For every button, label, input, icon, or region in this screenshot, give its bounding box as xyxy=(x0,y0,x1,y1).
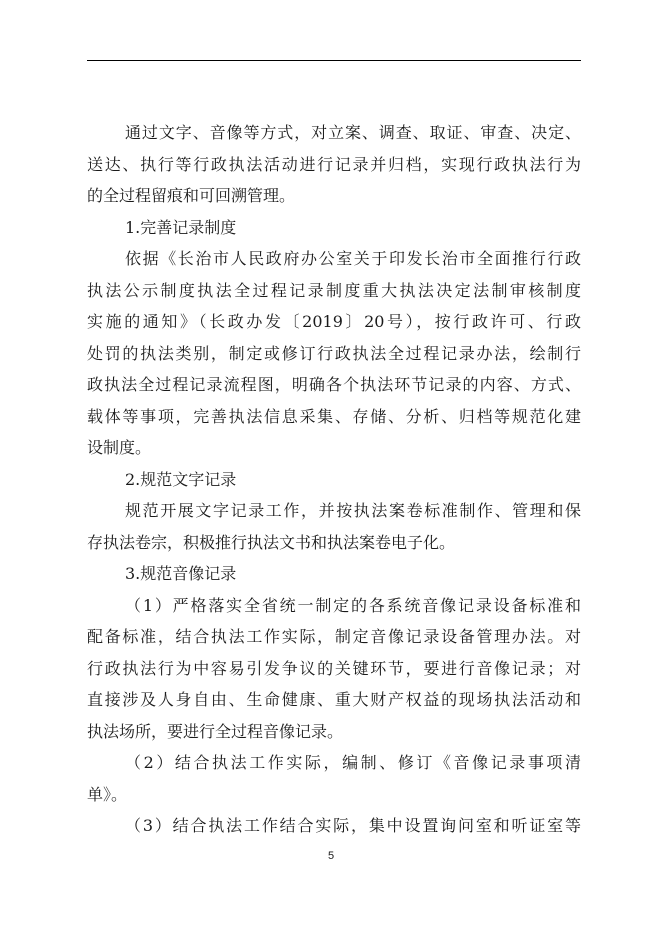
text-line: 配备标准，结合执法工作实际，制定音像记录设备管理办法。对 xyxy=(87,627,581,646)
text-line: （1）严格落实全省统一制定的各系统音像记录设备标准和 xyxy=(125,595,581,615)
text-line: 单》。 xyxy=(87,784,128,804)
page-number: 5 xyxy=(327,850,335,862)
text-line: 直接涉及人身自由、生命健康、重大财产权益的现场执法活动和 xyxy=(87,690,581,709)
text-line: 处罚的执法类别，制定或修订行政执法全过程记录办法，绘制行 xyxy=(87,343,581,363)
document-body xyxy=(87,117,581,842)
text-line: （3）结合执法工作结合实际，集中设置询问室和听证室等 xyxy=(125,816,581,835)
section-heading: 3.规范音像记录 xyxy=(125,564,237,583)
text-line: （2）结合执法工作实际，编制、修订《音像记录事项清 xyxy=(125,753,581,772)
section-heading: 2.规范文字记录 xyxy=(125,469,237,489)
text-line: 执法场所，要进行全过程音像记录。 xyxy=(87,721,344,741)
text-line: 执法公示制度执法全过程记录制度重大执法决定法制审核制度 xyxy=(87,280,581,300)
text-line: 实施的通知》（长政办发〔2019〕20号），按行政许可、行政 xyxy=(87,312,581,331)
header-rule xyxy=(87,60,581,61)
text-line: 行政执法行为中容易引发争议的关键环节，要进行音像记录；对 xyxy=(87,658,581,678)
text-line: 依据《长治市人民政府办公室关于印发长治市全面推行行政 xyxy=(125,249,581,268)
text-line: 设制度。 xyxy=(87,438,152,457)
text-line: 载体等事项，完善执法信息采集、存储、分析、归档等规范化建 xyxy=(87,406,581,426)
text-line: 的全过程留痕和可回溯管理。 xyxy=(87,186,296,205)
text-line: 规范开展文字记录工作，并按执法案卷标准制作、管理和保 xyxy=(125,501,581,520)
text-line: 存执法卷宗，积极推行执法文书和执法案卷电子化。 xyxy=(87,532,456,552)
text-line: 通过文字、音像等方式，对立案、调查、取证、审查、决定、 xyxy=(125,123,581,142)
section-heading: 1.完善记录制度 xyxy=(125,217,237,237)
text-line: 送达、执行等行政执法活动进行记录并归档，实现行政执法行为 xyxy=(87,154,581,174)
text-line: 政执法全过程记录流程图，明确各个执法环节记录的内容、方式、 xyxy=(87,375,581,394)
